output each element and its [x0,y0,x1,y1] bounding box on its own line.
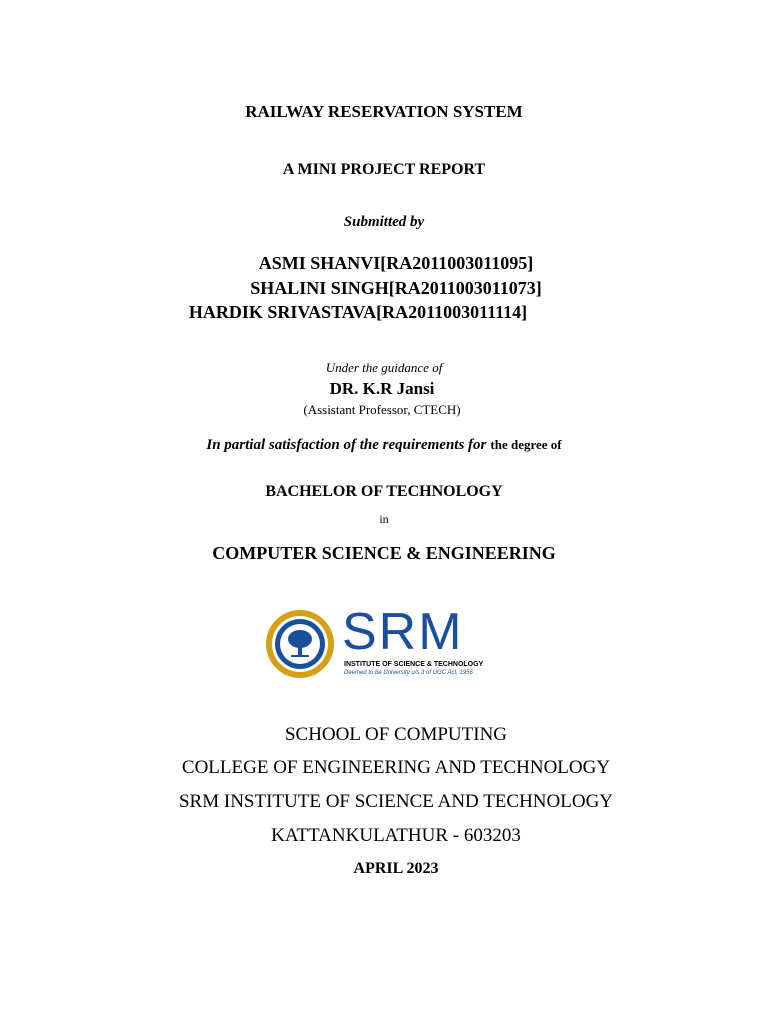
location-text: KATTANKULATHUR - 603203 [271,825,521,846]
degree-name: BACHELOR OF TECHNOLOGY [265,483,503,500]
submitted-by-label: Submitted by [343,214,425,230]
guide-designation: (Assistant Professor, CTECH) [303,402,461,417]
report-type: A MINI PROJECT REPORT [282,161,486,178]
degree-of-text: the degree of [490,437,562,452]
school-name: SCHOOL OF COMPUTING [284,724,508,745]
institute-name: SRM INSTITUTE OF SCIENCE AND TECHNOLOGY [178,791,614,812]
srm-tagline: INSTITUTE OF SCIENCE & TECHNOLOGY [344,661,484,668]
satisfaction-text: In partial satisfaction of the requirements for [206,437,487,453]
student-name: ASMI SHANVI[RA2011003011095] [258,253,534,273]
report-title: RAILWAY RESERVATION SYSTEM [245,102,523,121]
student-name: HARDIK SRIVASTAVA[RA2011003011114] [188,302,528,322]
srm-seal-icon [262,608,338,680]
srm-deemed-text: Deemed to be University u/s 3 of UGC Act, 1956 [344,670,473,676]
srm-logo [262,603,512,680]
branch-name: COMPUTER SCIENCE & ENGINEERING [212,543,556,563]
requirements-statement [0,436,768,454]
student-name: SHALINI SINGH[RA2011003011073] [250,278,542,298]
guide-name: DR. K.R Jansi [329,379,435,398]
in-connector: in [379,512,389,526]
report-date: APRIL 2023 [353,860,439,877]
guidance-label: Under the guidance of [325,360,443,375]
college-name: COLLEGE OF ENGINEERING AND TECHNOLOGY [181,757,611,778]
srm-wordmark: SRM [342,603,464,661]
